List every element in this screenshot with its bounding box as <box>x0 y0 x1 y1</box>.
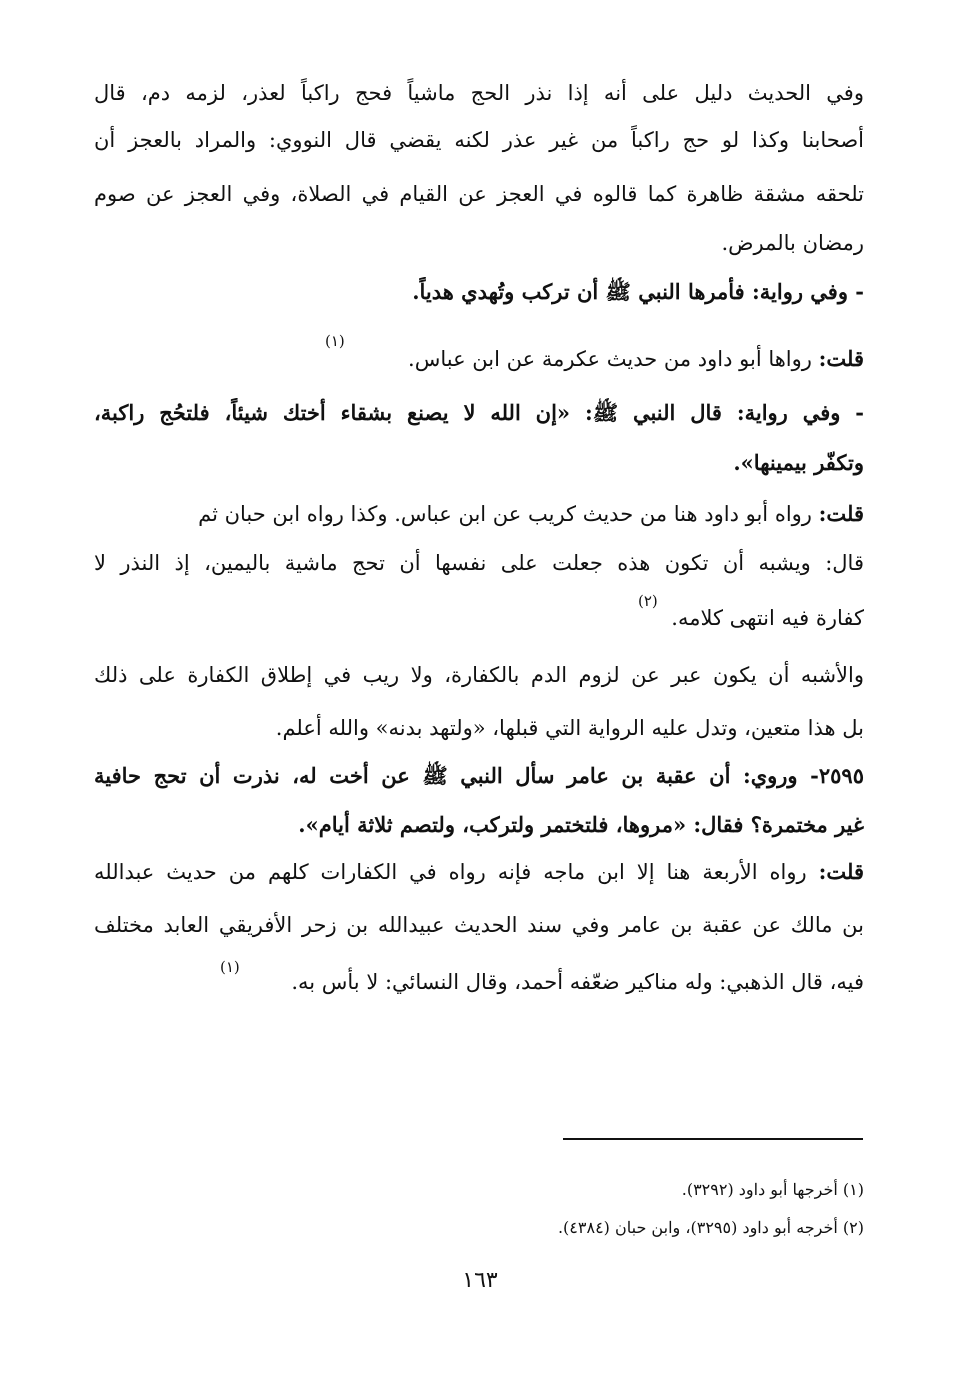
qultu-text: رواها أبو داود من حديث عكرمة عن ابن عباس. <box>408 347 812 371</box>
qultu-3-line-2: بن مالك عن عقبة بن عامر وفي سند الحديث عبيدالله بن زحر الأفريقي العابد مختلف <box>94 913 864 937</box>
qultu-2-line-2: قال: ويشبه أن تكون هذه جعلت على نفسها أن تحج ماشية باليمين، إذ النذر لا <box>94 551 864 575</box>
hadith-2595-line-1: ٢٥٩٥- وروي: أن عقبة بن عامر سأل النبي ﷺ عن أخت له، نذرت أن تحج حافية <box>94 763 864 788</box>
qultu-2-line-1 <box>94 499 864 529</box>
qultu-text: رواه الأربعة هنا إلا ابن ماجه فإنه رواه في الكفارات كلهم من حديث عبدالله <box>94 860 807 884</box>
qultu-2-line-3: كفارة فيه انتهى كلامه. <box>671 606 864 630</box>
footnote-2: (٢) أخرجه أبو داود (٣٢٩٥)، وابن حبان (٤٣٨٤). <box>557 1218 864 1237</box>
page-number: ١٦٣ <box>462 1268 498 1293</box>
footnote-1: (١) أخرجها أبو داود (٣٢٩٢). <box>681 1180 864 1199</box>
body-line-1: وفي الحديث دليل على أنه إذا نذر الحج ماشياً فحج راكباً لعذر، لزمه دم، قال <box>94 81 864 105</box>
body-line-4: رمضان بالمرض. <box>721 231 864 255</box>
riwaya-2-line-1: - وفي رواية: قال النبي ﷺ: «إن الله لا يصنع بشقاء أختك شيئاً، فلتحُج راكبة، <box>94 400 864 425</box>
qultu-label: قلت: <box>818 501 864 526</box>
hadith-2595-line-2: غير مختمرة؟ فقال: «مروها، فلتختمر ولتركب، ولتصم ثلاثة أيام». <box>298 812 864 837</box>
riwaya-2-line-2: وتكفّر بيمينها». <box>733 450 864 475</box>
qultu-1 <box>94 344 864 374</box>
qultu-text: رواه أبو داود هنا من حديث كريب عن ابن عباس. وكذا رواه ابن حبان ثم <box>198 502 812 526</box>
footnote-ref-3: (١) <box>220 958 240 976</box>
body-line-3: تلحقه مشقة ظاهرة كما قالوه في العجز عن القيام في الصلاة، وفي العجز عن صوم <box>94 182 864 206</box>
footnote-ref-2: (٢) <box>638 592 658 610</box>
footnote-separator <box>563 1138 863 1140</box>
qultu-3-line-1 <box>94 857 864 887</box>
ashbah-line-1: والأشبه أن يكون عبر عن لزوم الدم بالكفارة، ولا ريب في إطلاق الكفارة على ذلك <box>94 663 864 687</box>
footnote-ref-1: (١) <box>325 332 345 350</box>
body-line-2: أصحابنا وكذا لو حج راكباً من غير عذر لكنه يقضي قال النووي: والمراد بالعجز أن <box>94 128 864 152</box>
riwaya-1: - وفي رواية: فأمرها النبي ﷺ أن تركب وتُهدي هدياً. <box>412 279 864 304</box>
qultu-label: قلت: <box>818 346 864 371</box>
qultu-3-line-3: فيه، قال الذهبي: وله مناكير ضعّفه أحمد، وقال النسائي: لا بأس به. <box>291 970 864 994</box>
ashbah-line-2: بل هذا متعين، وتدل عليه الرواية التي قبلها، «ولتهد بدنه» والله أعلم. <box>275 716 864 740</box>
qultu-label: قلت: <box>818 859 864 884</box>
